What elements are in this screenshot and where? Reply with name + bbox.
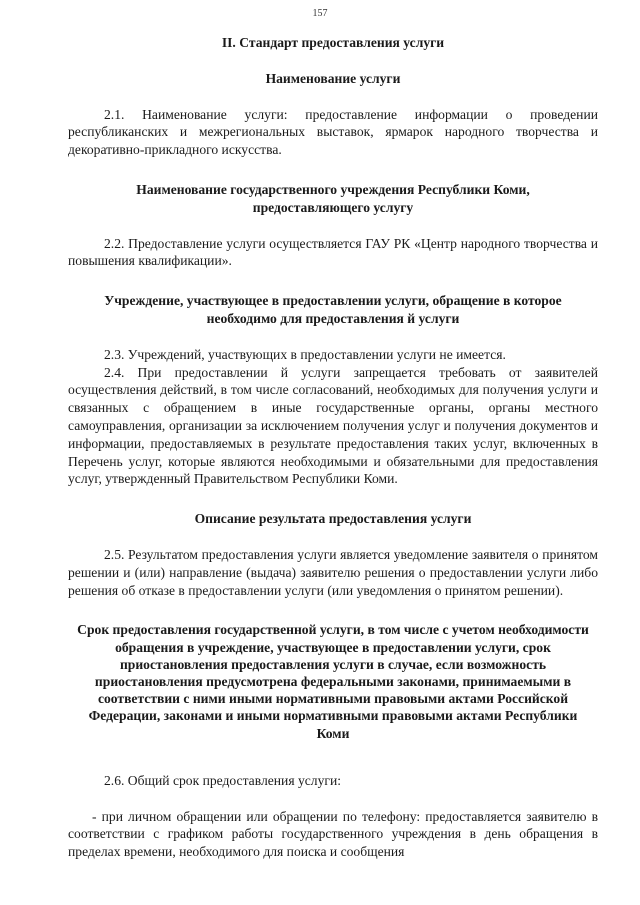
paragraph-2-4: 2.4. При предоставлении й услуги запрещается требовать от заявителей осуществления действий, в том числе согласований, необходимых для получения услуги и связанных с обращением в иные государственные органы, органы местного самоуправления, организации за исключением получения услуг и получения документов и информации, предоставляемых в результате предоставления таких услуг, включенных в Перечень услуг, которые являются необходимыми и обязательными для предоставления услуг, утвержденный Правительством Республики Коми. [68,364,598,487]
paragraph-2-1: 2.1. Наименование услуги: предоставление информации о проведении республиканских и межрегиональных выставок, ярмарок народного творчества и декоративно-прикладного искусства. [68,106,598,158]
paragraph-2-6: 2.6. Общий срок предоставления услуги: [104,772,342,788]
heading-service-name: Наименование услуги [265,70,401,86]
document-content [68,34,598,861]
heading-result-description: Описание результата предоставления услуги [194,511,472,527]
section-title: II. Стандарт предоставления услуги [221,35,445,50]
page-number: 157 [312,8,328,19]
paragraph-2-3: 2.3. Учреждений, участвующих в предоставлении услуги не имеется. [104,346,506,362]
heading-service-term: Срок предоставления государственной услуги, в том числе с учетом необходимости обращения в учреждение, участвующее в предоставлении услуги, срок приостановления предоставления услуги в случае, если возможность приостановления предусмотрена федеральными законами, принимаемыми в соответствии с ними иными нормативными правовыми актами Российской Федерации, законами и иными нормативными правовыми актами Республики Коми [77,622,589,741]
heading-participating-institution: Учреждение, участвующее в предоставлении услуги, обращение в которое необходимо для предоставления й услуги [104,293,562,326]
heading-institution-name: Наименование государственного учреждения Республики Коми, предоставляющего услугу [136,181,530,215]
bullet-personal-request: - при личном обращении или обращении по телефону: предоставляется заявителю в соответствии с графиком работы государственного учреждения в день обращения в пределах времени, необходимого для поиска и сообщения [68,808,598,860]
paragraph-2-2: 2.2. Предоставление услуги осуществляется ГАУ РК «Центр народного творчества и повышения квалификации». [68,235,598,269]
paragraph-2-5: 2.5. Результатом предоставления услуги является уведомление заявителя о принятом решении и (или) направление (выдача) заявителю решения о предоставлении услуги либо решения об отказе в предоставлении услуги (или уведомления о принятом решении). [68,546,598,598]
